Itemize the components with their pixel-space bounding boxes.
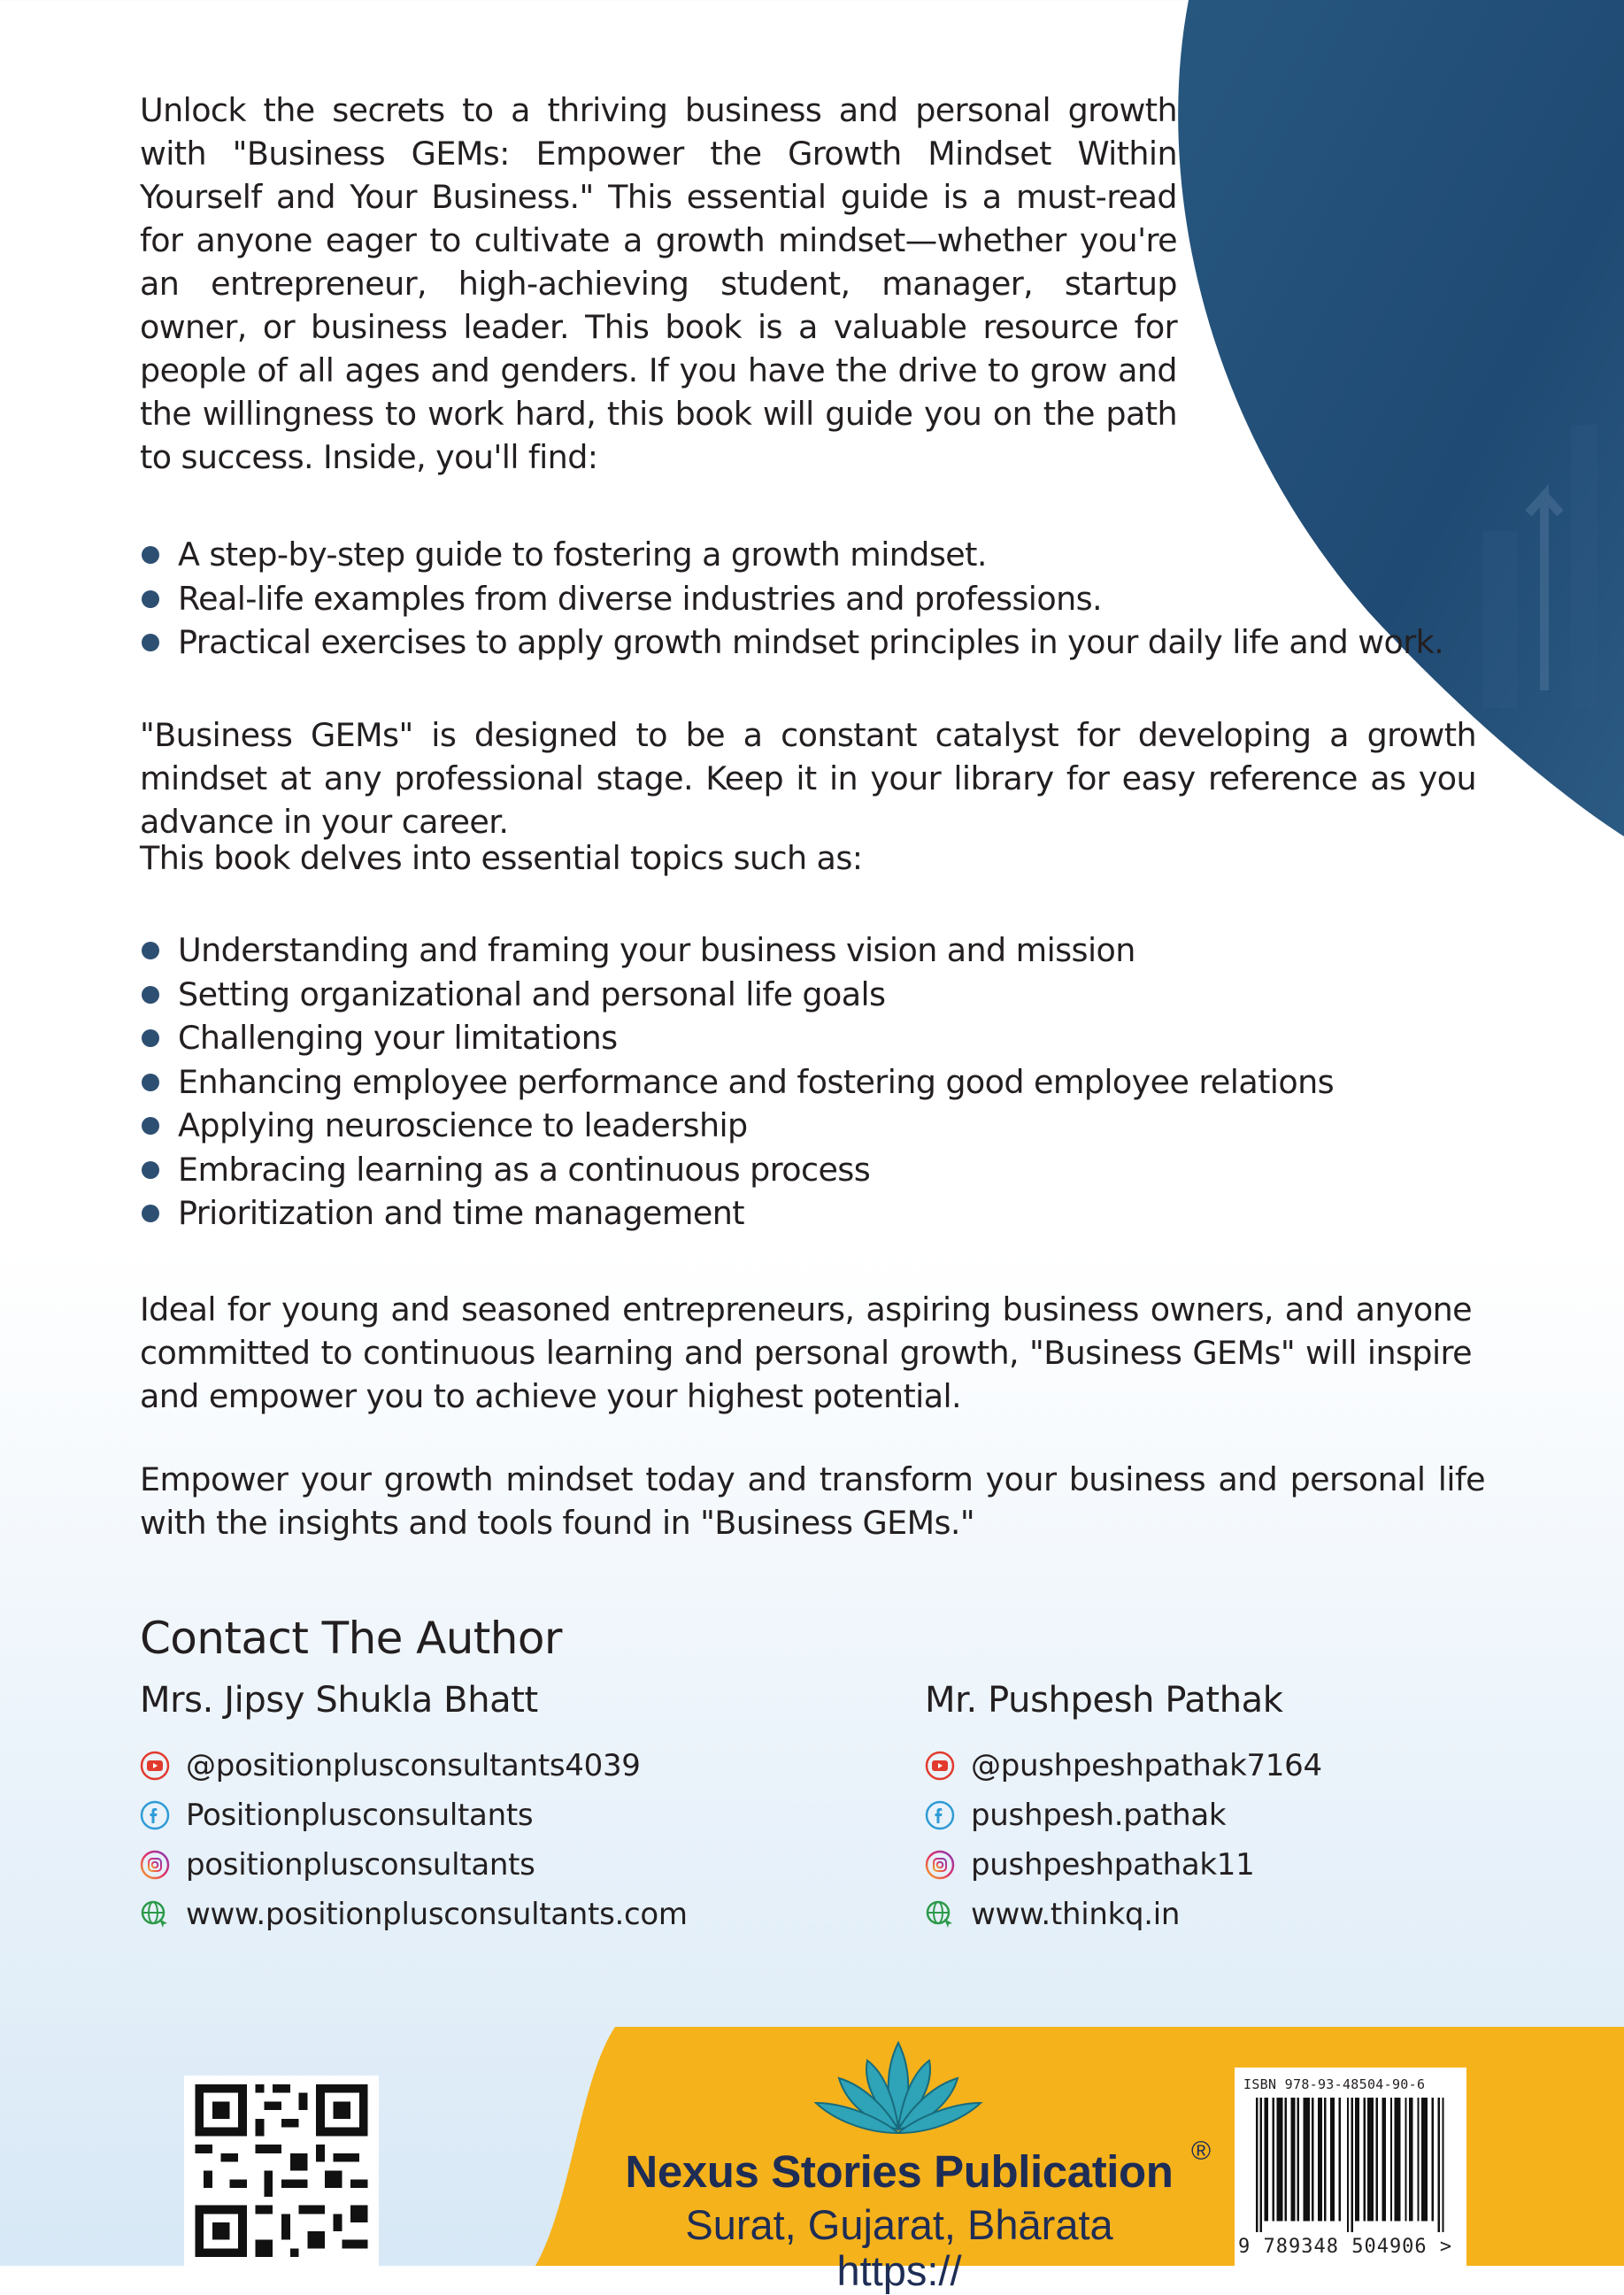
bullet-dot (142, 546, 159, 564)
author-youtube[interactable] (925, 1748, 1322, 1783)
list-item: Embracing learning as a continuous process (140, 1148, 1334, 1192)
bullet-dot (142, 986, 159, 1004)
author-instagram[interactable] (140, 1847, 535, 1883)
bullet-dot (142, 1074, 159, 1091)
youtube-icon (140, 1751, 170, 1781)
author-instagram[interactable] (925, 1847, 1254, 1883)
author-facebook[interactable] (140, 1798, 533, 1833)
facebook-icon (925, 1800, 955, 1830)
topics-intro: This book delves into essential topics such as: (140, 839, 863, 877)
topics-list (140, 928, 1334, 1236)
empower-paragraph: Empower your growth mindset today and transform your business and personal life with the insights and tools found in "Business GEMs." (140, 1460, 1485, 1542)
isbn-label: ISBN 978-93-48504-90-6 (1243, 2076, 1426, 2092)
qr-code[interactable] (184, 2076, 379, 2266)
publisher-name: Nexus Stories Publication (625, 2146, 1174, 2197)
barcode-digits: 9 789348 504906 > (1238, 2236, 1453, 2258)
lotus-logo-icon (805, 2034, 991, 2140)
list-item: Setting organizational and personal life goals (140, 973, 1334, 1017)
list-item: Real-life examples from diverse industries and professions. (140, 577, 1443, 621)
publisher-place: Surat, Gujarat, Bhārata (685, 2201, 1113, 2248)
list-item: Practical exercises to apply growth mindset principles in your daily life and work. (140, 620, 1443, 665)
globe-icon (925, 1899, 955, 1929)
website-link: www.positionplusconsultants.com (186, 1897, 688, 1932)
youtube-handle: @positionplusconsultants4039 (186, 1748, 641, 1783)
instagram-handle: pushpeshpathak11 (971, 1847, 1255, 1883)
list-item: Challenging your limitations (140, 1016, 1334, 1060)
instagram-icon (925, 1850, 955, 1880)
website-link: www.thinkq.in (971, 1897, 1181, 1932)
list-item: Understanding and framing your business vision and mission (140, 928, 1334, 973)
youtube-handle: @pushpeshpathak7164 (971, 1748, 1322, 1783)
list-item: A step-by-step guide to fostering a growth mindset. (140, 533, 1443, 577)
catalyst-paragraph: "Business GEMs" is designed to be a constant catalyst for developing a growth mindset at any professional stage. Keep it in your library for easy reference as you advance in your career. (140, 716, 1476, 841)
ideal-paragraph: Ideal for young and seasoned entrepreneurs, aspiring business owners, and anyone committed to continuous learning and personal growth, "Business GEMs" will inspire and empower you to achieve your highest potential. (140, 1290, 1472, 1415)
youtube-icon (925, 1751, 955, 1781)
bullet-dot (142, 942, 159, 959)
bullet-dot (142, 1161, 159, 1179)
publisher-url[interactable]: https:// (836, 2247, 962, 2294)
instagram-icon (140, 1850, 170, 1880)
isbn-barcode (1235, 2068, 1466, 2266)
bullet-dot (142, 590, 159, 608)
registered-mark: ® (1191, 2137, 1212, 2166)
author-name: Mr. Pushpesh Pathak (925, 1680, 1283, 1721)
author-facebook[interactable] (925, 1798, 1226, 1833)
bullet-dot (142, 1205, 159, 1222)
list-item: Applying neuroscience to leadership (140, 1104, 1334, 1148)
globe-icon (140, 1899, 170, 1929)
author-youtube[interactable] (140, 1748, 641, 1783)
list-item: Enhancing employee performance and fostering good employee relations (140, 1060, 1334, 1105)
bullet-dot (142, 634, 159, 651)
list-item: Prioritization and time management (140, 1191, 1334, 1236)
inside-find-list (140, 533, 1443, 665)
bullet-dot (142, 1029, 159, 1047)
facebook-handle: pushpesh.pathak (971, 1798, 1227, 1833)
contact-heading: Contact The Author (140, 1613, 562, 1664)
intro-paragraph: Unlock the secrets to a thriving business and personal growth with "Business GEMs: Empower the Growth Mindset Within Yourself and Your Business." This essential guide is a must-read for anyone eager to cultivate a growth mindset—whether you're an entrepreneur, high-achieving student, manager, startup owner, or business leader. This book is a valuable resource for people of all ages and genders. If you have the drive to grow and the willingness to work hard, this book will guide you on the path to success. Inside, you'll find: (140, 91, 1177, 476)
bullet-dot (142, 1117, 159, 1135)
instagram-handle: positionplusconsultants (186, 1847, 535, 1883)
facebook-handle: Positionplusconsultants (186, 1798, 534, 1833)
author-website[interactable] (140, 1897, 688, 1932)
author-name: Mrs. Jipsy Shukla Bhatt (140, 1680, 538, 1721)
author-website[interactable] (925, 1897, 1180, 1932)
barcode-bars (1256, 2098, 1452, 2232)
facebook-icon (140, 1800, 170, 1830)
